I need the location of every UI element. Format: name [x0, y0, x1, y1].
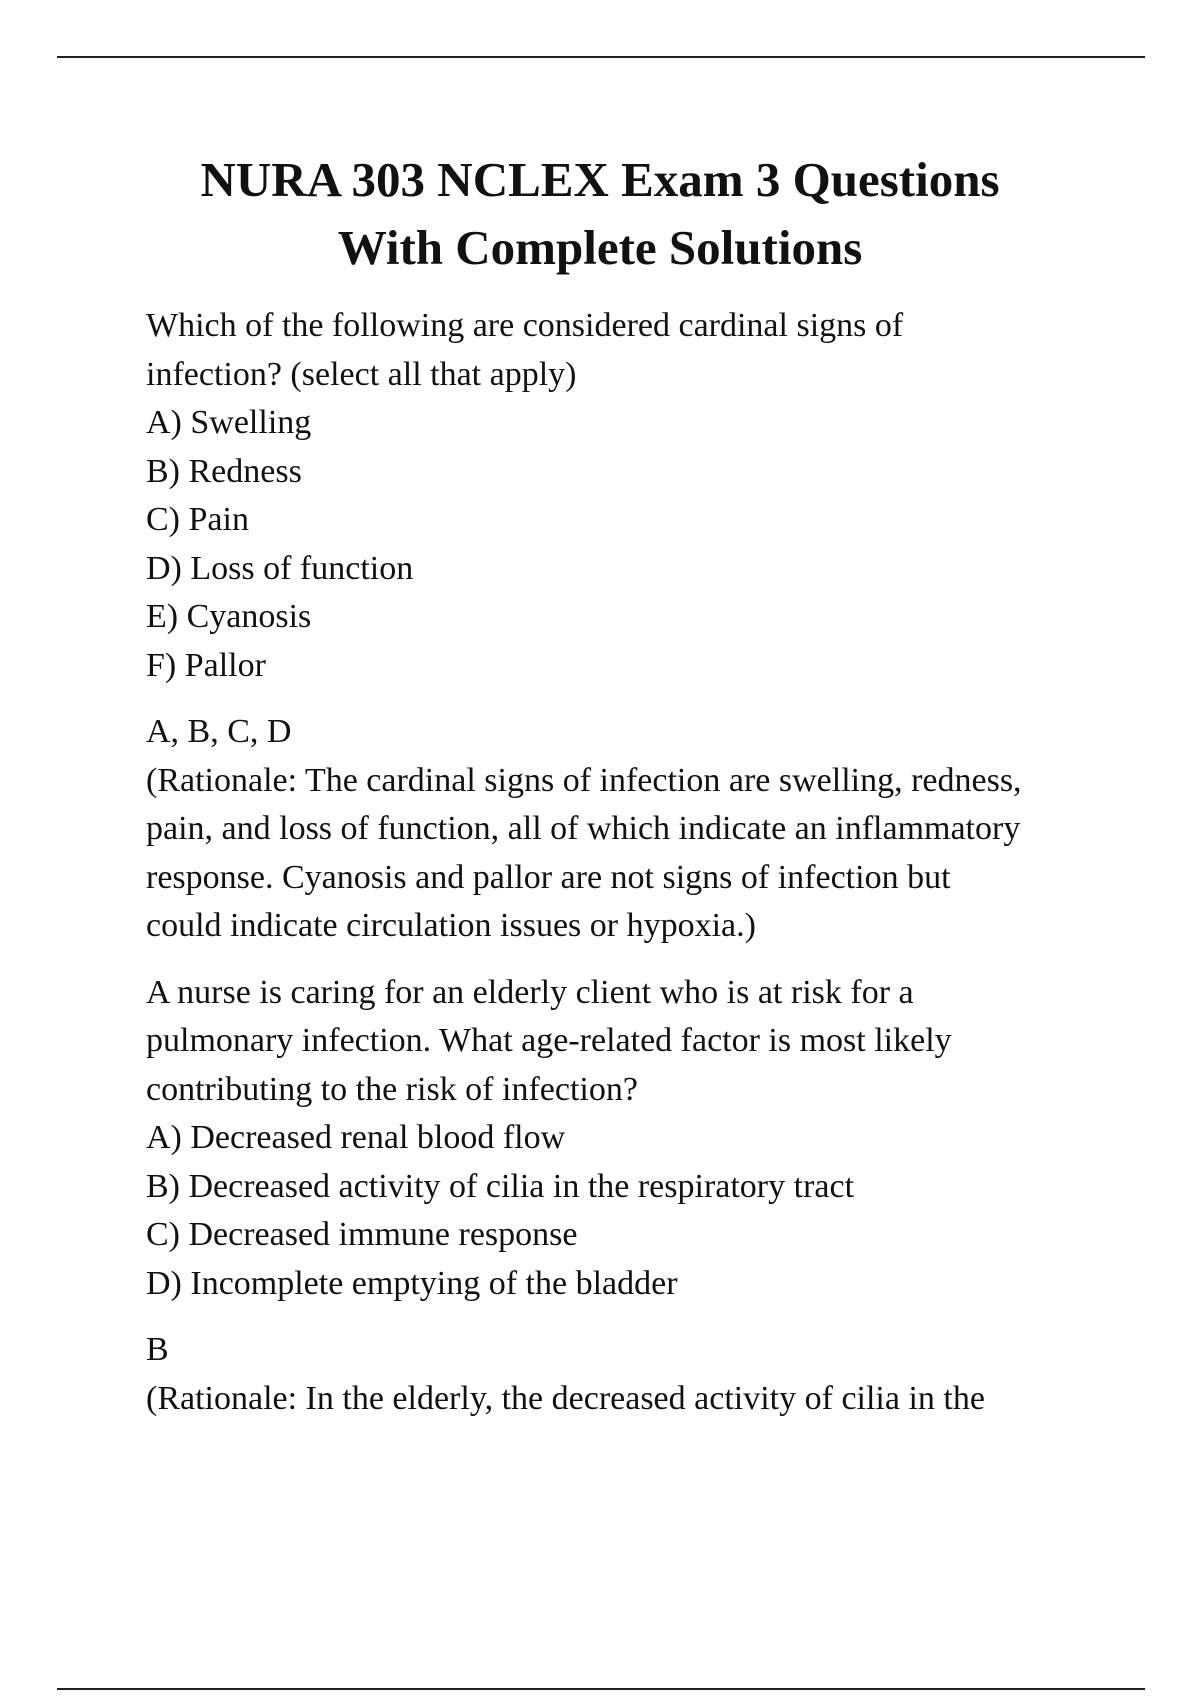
top-rule [57, 56, 1145, 58]
question-2-option-b: B) Decreased activity of cilia in the respiratory tract [146, 1167, 855, 1205]
question-1-stem-line-2: infection? (select all that apply) [146, 355, 577, 393]
question-1-stem-line-1: Which of the following are considered cardinal signs of [146, 307, 904, 344]
answer-1-rationale-line-4: could indicate circulation issues or hypoxia.) [146, 907, 756, 944]
question-2 [146, 969, 1146, 1309]
question-1-option-f: F) Pallor [146, 646, 266, 684]
answer-2-key: B [146, 1331, 169, 1368]
answer-1-rationale-line-2: pain, and loss of function, all of which indicate an inflammatory [146, 810, 1021, 847]
question-2-stem-line-3: contributing to the risk of infection? [146, 1070, 638, 1108]
question-2-stem-line-1: A nurse is caring for an elderly client who is at risk for a [146, 973, 914, 1011]
question-2-option-a: A) Decreased renal blood flow [146, 1119, 566, 1156]
answer-1-rationale-line-3: response. Cyanosis and pallor are not signs of infection but [146, 858, 951, 896]
question-1-option-c: C) Pain [146, 501, 249, 538]
question-2-option-d: D) Incomplete emptying of the bladder [146, 1264, 678, 1302]
title-line-2: With Complete Solutions [337, 220, 863, 275]
question-2-option-c: C) Decreased immune response [146, 1216, 578, 1253]
answer-2-rationale-line-1: (Rationale: In the elderly, the decreased activity of cilia in the [146, 1379, 985, 1417]
question-1 [146, 302, 1146, 690]
question-2-stem-line-2: pulmonary infection. What age-related factor is most likely [146, 1022, 952, 1059]
document-title [100, 146, 1100, 282]
question-1-option-b: B) Redness [146, 452, 302, 490]
answer-1-key: A, B, C, D [146, 713, 292, 750]
bottom-rule [57, 1688, 1145, 1690]
answer-1 [146, 708, 1146, 951]
question-1-option-e: E) Cyanosis [146, 598, 312, 635]
question-1-option-d: D) Loss of function [146, 549, 414, 587]
document-body [146, 302, 1146, 1441]
question-1-option-a: A) Swelling [146, 404, 312, 441]
answer-2 [146, 1326, 1146, 1423]
title-line-1: NURA 303 NCLEX Exam 3 Questions [200, 152, 1000, 207]
answer-1-rationale-line-1: (Rationale: The cardinal signs of infection are swelling, redness, [146, 761, 1022, 799]
